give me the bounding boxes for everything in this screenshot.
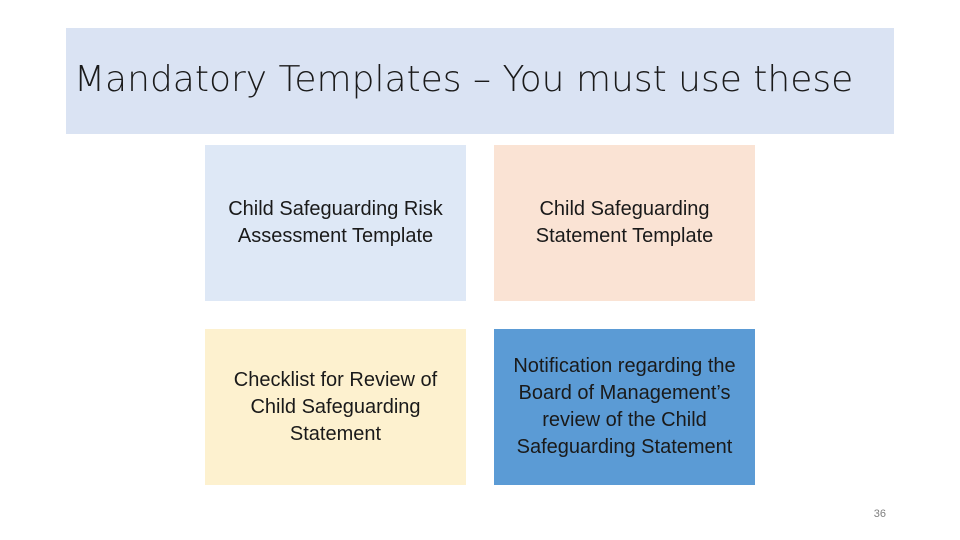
card-review-checklist (205, 329, 466, 485)
card-label: Child Safeguarding Risk Assessment Template (228, 198, 443, 247)
slide-title: Mandatory Templates – You must use these (74, 58, 854, 100)
card-label: Child Safeguarding Statement Template (535, 198, 714, 247)
card-label: Checklist for Review of Child Safeguarding Statement (233, 368, 438, 445)
card-board-notification (494, 329, 755, 485)
page-number: 36 (873, 508, 886, 520)
title-band (66, 28, 894, 134)
card-safeguarding-statement-template (494, 145, 755, 301)
card-risk-assessment-template (205, 145, 466, 301)
card-label: Notification regarding the Board of Management’s review of the Child Safeguarding Statement (513, 355, 736, 458)
